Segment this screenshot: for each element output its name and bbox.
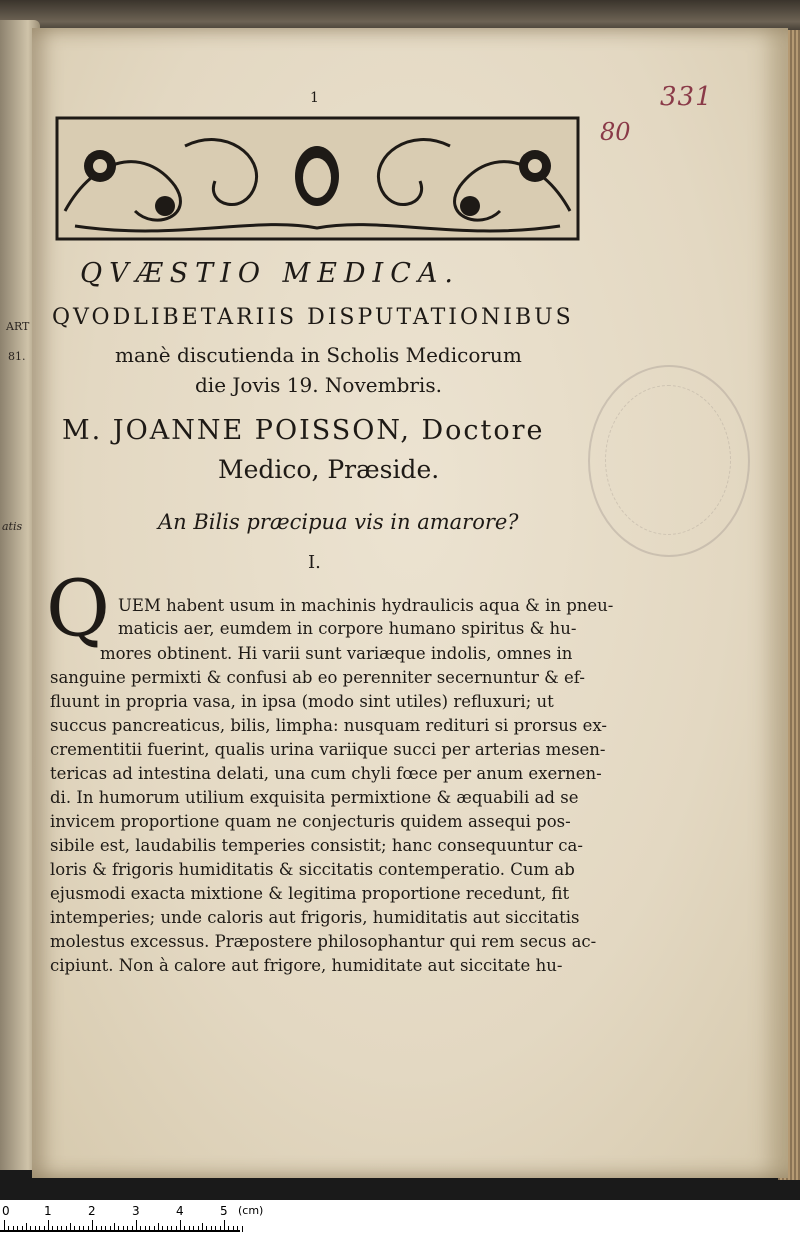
ruler-tick [198, 1226, 199, 1232]
body-line: intemperies; unde caloris aut frigoris, humiditatis aut siccitatis [50, 908, 580, 927]
ruler-tick [193, 1226, 194, 1232]
ruler-number: 2 [88, 1204, 96, 1218]
header-line: QVODLIBETARIIS DISPUTATIONIBUS [52, 305, 574, 330]
thesis-question: An Bilis præcipua vis in amarore? [158, 510, 519, 534]
ruler-number: 4 [176, 1204, 184, 1218]
left-page-fragment: atis [2, 520, 23, 533]
ruler-number: 1 [44, 1204, 52, 1218]
left-page-fragment: ART [6, 320, 30, 333]
ruler-tick [44, 1226, 45, 1232]
ruler-number: 0 [2, 1204, 10, 1218]
ruler-tick [114, 1223, 115, 1232]
body-line: cipiunt. Non à calore aut frigore, humiditate aut siccitate hu- [50, 956, 563, 975]
handwritten-page-number: 331 [660, 82, 713, 112]
ruler-tick [206, 1226, 207, 1232]
ruler-tick [132, 1226, 133, 1232]
ruler-tick [189, 1226, 190, 1232]
drop-cap: Q [46, 564, 110, 654]
section-number: I. [308, 552, 321, 573]
body-line: crementitii fuerint, qualis urina variique succi per arterias mesen- [50, 740, 606, 759]
body-line: sanguine permixti & confusi ab eo perenniter secernuntur & ef- [50, 668, 585, 687]
body-line: tericas ad intestina delati, una cum chyli fœce per anum exernen- [50, 764, 602, 783]
body-line: loris & frigoris humiditatis & siccitatis contemperatio. Cum ab [50, 860, 575, 879]
ruler-tick [105, 1226, 106, 1232]
ruler-tick [237, 1226, 238, 1232]
ruler-tick [224, 1220, 225, 1232]
ruler-tick [48, 1220, 49, 1232]
body-line: fluunt in propria vasa, in ipsa (modo sint utiles) refluxuri; ut [50, 692, 554, 711]
ruler-tick [17, 1226, 18, 1232]
ruler-tick [158, 1223, 159, 1232]
ruler-tick [70, 1223, 71, 1232]
ruler-tick [136, 1220, 137, 1232]
ruler-tick [215, 1226, 216, 1232]
ruler-tick [211, 1226, 212, 1232]
header-line: die Jovis 19. Novembris. [195, 373, 442, 397]
ruler-tick [74, 1226, 75, 1232]
body-line: ejusmodi exacta mixtione & legitima proportione recedunt, fit [50, 884, 570, 903]
body-line: sibile est, laudabilis temperies consistit; hanc consequuntur ca- [50, 836, 583, 855]
ruler-tick [145, 1226, 146, 1232]
ruler-tick [39, 1226, 40, 1232]
ruler-tick [123, 1226, 124, 1232]
ruler-tick [52, 1226, 53, 1232]
body-line: succus pancreaticus, bilis, limpha: nusquam redituri si prorsus ex- [50, 716, 608, 735]
ruler-tick [176, 1226, 177, 1232]
ruler-tick [220, 1226, 221, 1232]
ruler-bar [0, 1230, 240, 1232]
presider-role: Medico, Præside. [218, 455, 440, 484]
ruler-tick [118, 1226, 119, 1232]
ruler-tick [4, 1220, 5, 1232]
ruler-unit: (cm) [238, 1204, 264, 1217]
ruler-tick [57, 1226, 58, 1232]
body-line: mores obtinent. Hi varii sunt variæque indolis, omnes in [100, 644, 573, 663]
header-line: manè discutienda in Scholis Medicorum [115, 343, 522, 367]
handwritten-note: 80 [600, 118, 631, 146]
ruler-tick [180, 1220, 181, 1232]
ruler-tick [242, 1226, 243, 1232]
body-line: molestus excessus. Præpostere philosophantur qui rem secus ac- [50, 932, 597, 951]
ornament-headpiece [55, 116, 580, 241]
left-page-fragment: 81. [8, 350, 26, 363]
ruler-tick [96, 1226, 97, 1232]
ruler-tick [228, 1226, 229, 1232]
document-title: QVÆSTIO MEDICA. [80, 258, 460, 289]
folio-number: 1 [310, 90, 319, 106]
body-line: di. In humorum utilium exquisita permixtione & æquabili ad se [50, 788, 579, 807]
ruler-tick [233, 1226, 234, 1232]
ruler-tick [83, 1226, 84, 1232]
ruler-tick [171, 1226, 172, 1232]
body-line: invicem proportione quam ne conjecturis quidem assequi pos- [50, 812, 571, 831]
ruler-tick [26, 1223, 27, 1232]
ruler-tick [30, 1226, 31, 1232]
ruler-number: 3 [132, 1204, 140, 1218]
ruler-tick [61, 1226, 62, 1232]
presider-name: M. JOANNE POISSON, Doctore [62, 415, 545, 446]
library-stamp-inner [605, 385, 731, 535]
ruler-tick [127, 1226, 128, 1232]
ruler-tick [154, 1226, 155, 1232]
ruler-tick [13, 1226, 14, 1232]
scale-ruler [0, 1200, 800, 1241]
ruler-tick [35, 1226, 36, 1232]
ruler-tick [79, 1226, 80, 1232]
ruler-tick [184, 1226, 185, 1232]
ruler-tick [149, 1226, 150, 1232]
ruler-tick [110, 1226, 111, 1232]
ruler-tick [66, 1226, 67, 1232]
ruler-number: 5 [220, 1204, 228, 1218]
ruler-tick [140, 1226, 141, 1232]
ruler-tick [22, 1226, 23, 1232]
ruler-tick [92, 1220, 93, 1232]
ruler-tick [167, 1226, 168, 1232]
ruler-tick [162, 1226, 163, 1232]
body-line: UEM habent usum in machinis hydraulicis aqua & in pneu- [118, 596, 614, 615]
ruler-tick [88, 1226, 89, 1232]
ruler-tick [202, 1223, 203, 1232]
ruler-tick [8, 1226, 9, 1232]
body-line: maticis aer, eumdem in corpore humano spiritus & hu- [118, 619, 577, 638]
ruler-tick [101, 1226, 102, 1232]
